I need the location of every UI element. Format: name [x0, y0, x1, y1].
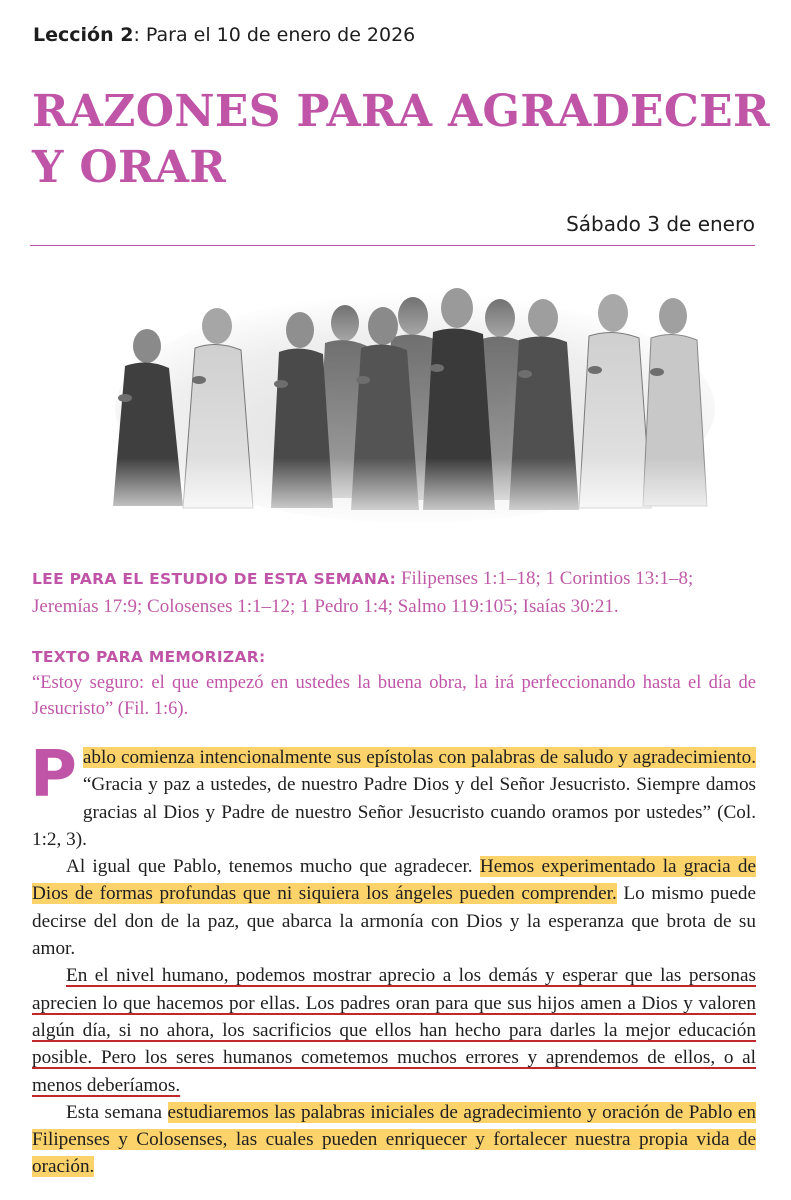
underlined-passage: En el nivel humano, podemos mostrar aprecio a los demás y esperar que las personas aprecien lo que hacemos por ellas. Los padres oran para que sus hijos amen a Dios y valoren algún día, si no ahora, los sacrificios que ellos han hecho para darles la mejor educación posible. Pero los seres humanos cometemos muchos errores y aprendemos de ellos, o al menos deberíamos.: [32, 965, 756, 1096]
lesson-date: : Para el 10 de enero de 2026: [133, 24, 416, 46]
lesson-label: Lección 2: [33, 24, 134, 46]
highlight-3: estudiaremos las palabras iniciales de agradecimiento y oración de Pablo en Filipenses y Colosenses, las cuales pueden enriquecer y fortalecer nuestra propia vida de oración.: [32, 1101, 756, 1178]
paragraph-1-rest: “Gracia y paz a ustedes, de nuestro Padre Dios y del Señor Jesucristo. Siempre damos gracias al Dios y Padre de nuestro Señor Jesucristo cuando oramos por ustedes” (Col. 1:2, 3).: [32, 774, 756, 850]
page-title: [32, 84, 772, 196]
day-date: Sábado 3 de enero: [566, 212, 755, 236]
highlight-1: ablo comienza intencionalmente sus epístolas con palabras de saludo y agradecimiento.: [82, 747, 756, 768]
memory-text: “Estoy seguro: el que empezó en ustedes la buena obra, la irá perfeccionando hasta el día de Jesucristo” (Fil. 1:6).: [32, 673, 756, 719]
memory-label: TEXTO PARA MEMORIZAR:: [32, 648, 266, 666]
paragraph-2-rest: Lo mismo puede decirse del don de la paz, que abarca la armonía con Dios y la esperanza que brota de su amor.: [32, 883, 757, 960]
memory-verse: [32, 644, 756, 722]
study-label: LEE PARA EL ESTUDIO DE ESTA SEMANA:: [32, 570, 397, 588]
paragraph-3: [32, 962, 756, 1098]
body-text: [30, 738, 757, 1181]
study-references: Filipenses 1:1–18; 1 Corintios 13:1–8; Jeremías 17:9; Colosenses 1:1–12; 1 Pedro 1:4; Salmo 119:105; Isaías 30:21.: [32, 568, 694, 617]
header-divider: [30, 245, 755, 246]
title-line-2: Y ORAR: [32, 142, 227, 193]
title-line-1: RAZONES PARA AGRADECER: [32, 86, 770, 137]
lesson-line: [33, 24, 415, 46]
highlight-2: Hemos experimentado la gracia de Dios de formas profundas que ni siquiera los ángeles pueden comprender.: [32, 856, 756, 905]
drop-cap: P: [30, 738, 77, 812]
paragraph-2-start: Al igual que Pablo, tenemos mucho que agradecer.: [66, 856, 480, 878]
paragraph-2: [32, 853, 756, 962]
paragraph-1: [30, 738, 756, 853]
study-readings: [32, 565, 762, 620]
paragraph-4: [32, 1099, 756, 1181]
illustration-praying-group: [95, 268, 715, 530]
paragraph-4-start: Esta semana: [66, 1101, 168, 1123]
